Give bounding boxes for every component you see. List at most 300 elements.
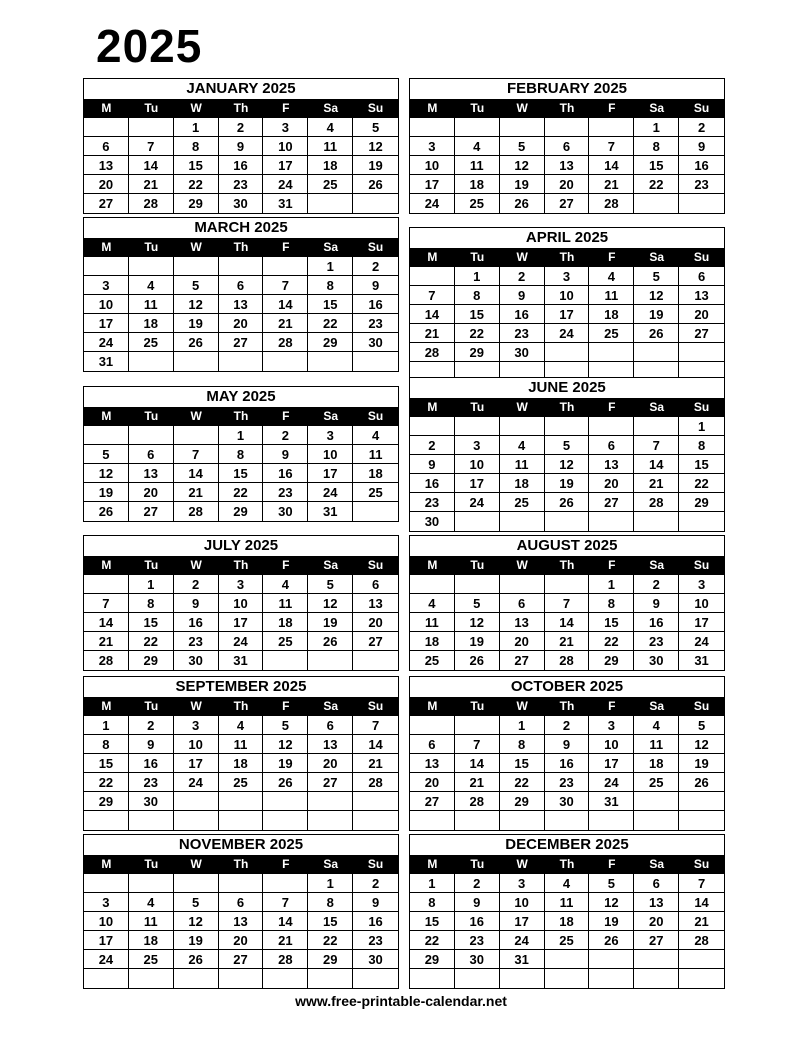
day-cell: 17 (545, 305, 590, 324)
weekday-label: Su (693, 558, 710, 572)
day-cell: 9 (263, 445, 308, 464)
day-cell: 21 (263, 314, 308, 333)
day-cell: 17 (174, 754, 219, 773)
empty-cell (634, 950, 679, 969)
day-cell: 23 (263, 483, 308, 502)
day-cell: 17 (410, 175, 455, 194)
day-cell: 29 (84, 792, 129, 811)
day-cell: 16 (174, 613, 219, 632)
month-title: MARCH 2025 (194, 219, 288, 236)
empty-cell (219, 874, 264, 893)
weekday-label: W (190, 101, 202, 115)
month-calendar (409, 535, 725, 671)
day-cell: 5 (308, 575, 353, 594)
day-cell: 11 (308, 137, 353, 156)
day-cell: 12 (308, 594, 353, 613)
day-cell: 28 (263, 950, 308, 969)
day-cell: 25 (455, 194, 500, 213)
empty-cell (219, 792, 264, 811)
day-cell: 22 (679, 474, 724, 493)
day-cell: 26 (679, 773, 724, 792)
empty-cell (174, 257, 219, 276)
weekday-label: F (608, 857, 616, 871)
month-title: OCTOBER 2025 (510, 678, 624, 695)
day-cell: 9 (353, 276, 398, 295)
empty-cell (263, 651, 308, 670)
day-cell: 3 (500, 874, 545, 893)
day-cell: 17 (308, 464, 353, 483)
day-cell: 14 (455, 754, 500, 773)
weekday-label: F (608, 101, 616, 115)
empty-cell (308, 194, 353, 213)
weekday-label: F (608, 250, 616, 264)
empty-cell (308, 352, 353, 371)
empty-cell (308, 792, 353, 811)
day-cell: 2 (500, 267, 545, 286)
day-cell: 6 (353, 575, 398, 594)
empty-cell (679, 950, 724, 969)
day-cell: 4 (545, 874, 590, 893)
day-cell: 5 (634, 267, 679, 286)
day-cell: 31 (308, 502, 353, 521)
weekday-label: Sa (323, 558, 339, 572)
day-cell: 2 (263, 426, 308, 445)
day-cell: 26 (84, 502, 129, 521)
day-cell: 10 (500, 893, 545, 912)
day-cell: 11 (219, 735, 264, 754)
weekday-header (84, 697, 398, 716)
day-cell: 6 (589, 436, 634, 455)
weekday-label: Tu (144, 558, 159, 572)
empty-cell (500, 969, 545, 988)
weekday-label: M (101, 240, 112, 254)
day-grid (410, 118, 724, 213)
empty-cell (634, 417, 679, 436)
day-cell: 21 (129, 175, 174, 194)
day-cell: 19 (679, 754, 724, 773)
day-cell: 25 (263, 632, 308, 651)
empty-cell (263, 811, 308, 830)
day-cell: 9 (679, 137, 724, 156)
empty-cell (589, 343, 634, 362)
weekday-header (84, 238, 398, 257)
year-title: 2025 (96, 20, 203, 72)
empty-cell (308, 969, 353, 988)
weekday-label: Su (367, 558, 384, 572)
day-cell: 30 (353, 333, 398, 352)
day-cell: 26 (174, 950, 219, 969)
empty-cell (455, 575, 500, 594)
day-cell: 1 (679, 417, 724, 436)
month-title: JANUARY 2025 (186, 80, 296, 97)
weekday-label: M (101, 558, 112, 572)
day-cell: 18 (410, 632, 455, 651)
month-title: MAY 2025 (206, 388, 276, 405)
empty-cell (263, 257, 308, 276)
month-calendar (83, 676, 399, 831)
day-cell: 20 (634, 912, 679, 931)
weekday-label: M (427, 400, 438, 414)
day-cell: 22 (634, 175, 679, 194)
empty-cell (84, 575, 129, 594)
day-cell: 8 (219, 445, 264, 464)
day-cell: 29 (129, 651, 174, 670)
day-cell: 13 (219, 295, 264, 314)
day-cell: 26 (455, 651, 500, 670)
weekday-label: Su (693, 250, 710, 264)
weekday-label: Sa (323, 101, 339, 115)
day-cell: 28 (263, 333, 308, 352)
day-cell: 17 (84, 314, 129, 333)
day-cell: 19 (545, 474, 590, 493)
day-cell: 5 (679, 716, 724, 735)
day-cell: 8 (308, 893, 353, 912)
day-cell: 31 (84, 352, 129, 371)
empty-cell (263, 352, 308, 371)
empty-cell (353, 194, 398, 213)
empty-cell (174, 426, 219, 445)
weekday-label: Sa (649, 101, 665, 115)
empty-cell (634, 343, 679, 362)
weekday-label: W (516, 857, 528, 871)
day-cell: 25 (308, 175, 353, 194)
day-cell: 4 (308, 118, 353, 137)
empty-cell (84, 426, 129, 445)
day-cell: 2 (129, 716, 174, 735)
day-cell: 12 (263, 735, 308, 754)
day-cell: 14 (263, 912, 308, 931)
day-cell: 29 (500, 792, 545, 811)
day-cell: 17 (589, 754, 634, 773)
day-grid (84, 426, 398, 521)
day-cell: 23 (129, 773, 174, 792)
empty-cell (174, 969, 219, 988)
day-cell: 6 (500, 594, 545, 613)
empty-cell (679, 343, 724, 362)
weekday-label: Sa (649, 250, 665, 264)
day-cell: 7 (353, 716, 398, 735)
day-cell: 24 (455, 493, 500, 512)
day-cell: 20 (589, 474, 634, 493)
day-cell: 15 (589, 613, 634, 632)
day-cell: 14 (634, 455, 679, 474)
day-cell: 14 (679, 893, 724, 912)
day-cell: 7 (263, 893, 308, 912)
day-cell: 27 (353, 632, 398, 651)
weekday-label: M (427, 699, 438, 713)
day-cell: 13 (589, 455, 634, 474)
day-cell: 6 (410, 735, 455, 754)
weekday-label: Tu (144, 699, 159, 713)
day-cell: 7 (455, 735, 500, 754)
day-cell: 26 (589, 931, 634, 950)
empty-cell (84, 118, 129, 137)
weekday-label: Th (233, 699, 249, 713)
day-cell: 21 (353, 754, 398, 773)
day-cell: 24 (84, 950, 129, 969)
day-cell: 28 (589, 194, 634, 213)
day-cell: 20 (219, 931, 264, 950)
day-cell: 13 (410, 754, 455, 773)
day-cell: 8 (308, 276, 353, 295)
day-cell: 30 (174, 651, 219, 670)
day-cell: 10 (589, 735, 634, 754)
empty-cell (263, 792, 308, 811)
day-cell: 15 (84, 754, 129, 773)
weekday-label: Su (367, 240, 384, 254)
day-cell: 1 (308, 257, 353, 276)
month-title: DECEMBER 2025 (505, 836, 629, 853)
day-cell: 6 (219, 893, 264, 912)
day-cell: 15 (455, 305, 500, 324)
month-title: JUNE 2025 (528, 379, 606, 396)
day-cell: 26 (500, 194, 545, 213)
day-cell: 11 (545, 893, 590, 912)
empty-cell (129, 811, 174, 830)
day-cell: 15 (500, 754, 545, 773)
day-cell: 10 (174, 735, 219, 754)
day-cell: 27 (129, 502, 174, 521)
day-cell: 23 (353, 931, 398, 950)
empty-cell (545, 950, 590, 969)
day-cell: 3 (174, 716, 219, 735)
day-cell: 2 (410, 436, 455, 455)
day-cell: 9 (500, 286, 545, 305)
month-calendar (83, 834, 399, 989)
day-cell: 25 (129, 333, 174, 352)
day-cell: 24 (84, 333, 129, 352)
empty-cell (129, 352, 174, 371)
weekday-label: M (427, 250, 438, 264)
day-cell: 9 (634, 594, 679, 613)
day-cell: 5 (455, 594, 500, 613)
day-cell: 4 (129, 276, 174, 295)
day-cell: 29 (174, 194, 219, 213)
day-cell: 30 (263, 502, 308, 521)
day-cell: 21 (455, 773, 500, 792)
weekday-label: Th (559, 558, 575, 572)
weekday-label: Tu (470, 250, 485, 264)
day-cell: 19 (455, 632, 500, 651)
month-title: JULY 2025 (203, 537, 279, 554)
day-cell: 1 (500, 716, 545, 735)
weekday-label: F (282, 409, 290, 423)
day-cell: 3 (263, 118, 308, 137)
day-cell: 3 (84, 276, 129, 295)
weekday-label: W (516, 558, 528, 572)
weekday-label: F (282, 857, 290, 871)
empty-cell (455, 512, 500, 531)
day-cell: 12 (679, 735, 724, 754)
weekday-header (84, 407, 398, 426)
day-cell: 12 (545, 455, 590, 474)
day-cell: 16 (129, 754, 174, 773)
day-cell: 28 (353, 773, 398, 792)
weekday-label: F (608, 558, 616, 572)
day-cell: 10 (219, 594, 264, 613)
weekday-label: Sa (649, 558, 665, 572)
day-cell: 1 (410, 874, 455, 893)
empty-cell (545, 343, 590, 362)
day-cell: 9 (129, 735, 174, 754)
day-cell: 19 (174, 931, 219, 950)
weekday-label: Sa (649, 857, 665, 871)
day-cell: 19 (308, 613, 353, 632)
month-calendar (83, 217, 399, 372)
day-cell: 20 (129, 483, 174, 502)
day-cell: 7 (174, 445, 219, 464)
day-cell: 3 (455, 436, 500, 455)
day-grid (84, 575, 398, 670)
day-cell: 21 (263, 931, 308, 950)
day-cell: 15 (174, 156, 219, 175)
day-cell: 5 (545, 436, 590, 455)
day-cell: 7 (129, 137, 174, 156)
day-cell: 6 (219, 276, 264, 295)
day-cell: 4 (219, 716, 264, 735)
day-cell: 16 (634, 613, 679, 632)
weekday-header (410, 697, 724, 716)
day-cell: 20 (679, 305, 724, 324)
weekday-label: M (101, 101, 112, 115)
day-cell: 3 (545, 267, 590, 286)
day-cell: 15 (129, 613, 174, 632)
empty-cell (129, 426, 174, 445)
day-cell: 19 (500, 175, 545, 194)
day-cell: 22 (84, 773, 129, 792)
weekday-label: M (427, 101, 438, 115)
empty-cell (634, 792, 679, 811)
day-cell: 23 (545, 773, 590, 792)
day-cell: 11 (129, 912, 174, 931)
day-cell: 25 (634, 773, 679, 792)
day-cell: 8 (679, 436, 724, 455)
empty-cell (589, 512, 634, 531)
empty-cell (84, 257, 129, 276)
empty-cell (455, 417, 500, 436)
day-cell: 22 (410, 931, 455, 950)
day-cell: 31 (219, 651, 264, 670)
day-cell: 23 (455, 931, 500, 950)
day-cell: 27 (679, 324, 724, 343)
day-cell: 18 (589, 305, 634, 324)
day-grid (410, 267, 724, 381)
day-cell: 21 (634, 474, 679, 493)
day-cell: 29 (589, 651, 634, 670)
day-cell: 31 (500, 950, 545, 969)
day-cell: 19 (174, 314, 219, 333)
day-cell: 24 (589, 773, 634, 792)
day-cell: 30 (353, 950, 398, 969)
day-cell: 25 (545, 931, 590, 950)
day-cell: 9 (174, 594, 219, 613)
day-cell: 2 (219, 118, 264, 137)
weekday-label: W (516, 400, 528, 414)
day-cell: 10 (84, 295, 129, 314)
weekday-label: Su (693, 400, 710, 414)
day-cell: 12 (174, 295, 219, 314)
day-cell: 11 (500, 455, 545, 474)
weekday-label: Th (559, 101, 575, 115)
day-cell: 11 (353, 445, 398, 464)
day-cell: 28 (545, 651, 590, 670)
day-cell: 12 (589, 893, 634, 912)
day-cell: 27 (219, 950, 264, 969)
empty-cell (410, 267, 455, 286)
day-cell: 31 (589, 792, 634, 811)
day-cell: 6 (679, 267, 724, 286)
weekday-label: Su (693, 101, 710, 115)
day-cell: 29 (410, 950, 455, 969)
day-cell: 12 (353, 137, 398, 156)
day-cell: 1 (84, 716, 129, 735)
day-cell: 9 (455, 893, 500, 912)
day-cell: 23 (353, 314, 398, 333)
empty-cell (174, 874, 219, 893)
empty-cell (353, 352, 398, 371)
day-cell: 19 (263, 754, 308, 773)
weekday-header (410, 248, 724, 267)
day-cell: 13 (545, 156, 590, 175)
empty-cell (589, 811, 634, 830)
weekday-label: Su (367, 101, 384, 115)
day-cell: 16 (353, 912, 398, 931)
day-cell: 22 (219, 483, 264, 502)
weekday-label: Su (693, 699, 710, 713)
day-cell: 26 (308, 632, 353, 651)
day-cell: 13 (634, 893, 679, 912)
weekday-label: W (516, 250, 528, 264)
day-cell: 8 (410, 893, 455, 912)
empty-cell (353, 969, 398, 988)
weekday-label: W (190, 409, 202, 423)
empty-cell (545, 969, 590, 988)
day-cell: 21 (174, 483, 219, 502)
weekday-label: Tu (470, 101, 485, 115)
day-cell: 18 (353, 464, 398, 483)
day-cell: 4 (455, 137, 500, 156)
day-cell: 20 (353, 613, 398, 632)
weekday-label: Sa (649, 400, 665, 414)
empty-cell (308, 651, 353, 670)
day-cell: 18 (634, 754, 679, 773)
day-cell: 27 (410, 792, 455, 811)
day-cell: 24 (679, 632, 724, 651)
day-cell: 6 (129, 445, 174, 464)
day-cell: 2 (455, 874, 500, 893)
day-cell: 20 (219, 314, 264, 333)
day-cell: 22 (500, 773, 545, 792)
day-cell: 4 (129, 893, 174, 912)
day-cell: 14 (84, 613, 129, 632)
empty-cell (679, 811, 724, 830)
day-cell: 8 (589, 594, 634, 613)
day-cell: 7 (679, 874, 724, 893)
empty-cell (679, 512, 724, 531)
day-cell: 25 (129, 950, 174, 969)
day-cell: 13 (84, 156, 129, 175)
day-cell: 16 (500, 305, 545, 324)
day-cell: 7 (263, 276, 308, 295)
day-cell: 11 (589, 286, 634, 305)
day-cell: 9 (410, 455, 455, 474)
empty-cell (174, 811, 219, 830)
day-cell: 22 (455, 324, 500, 343)
day-cell: 23 (410, 493, 455, 512)
day-cell: 6 (84, 137, 129, 156)
empty-cell (589, 950, 634, 969)
day-cell: 2 (353, 874, 398, 893)
